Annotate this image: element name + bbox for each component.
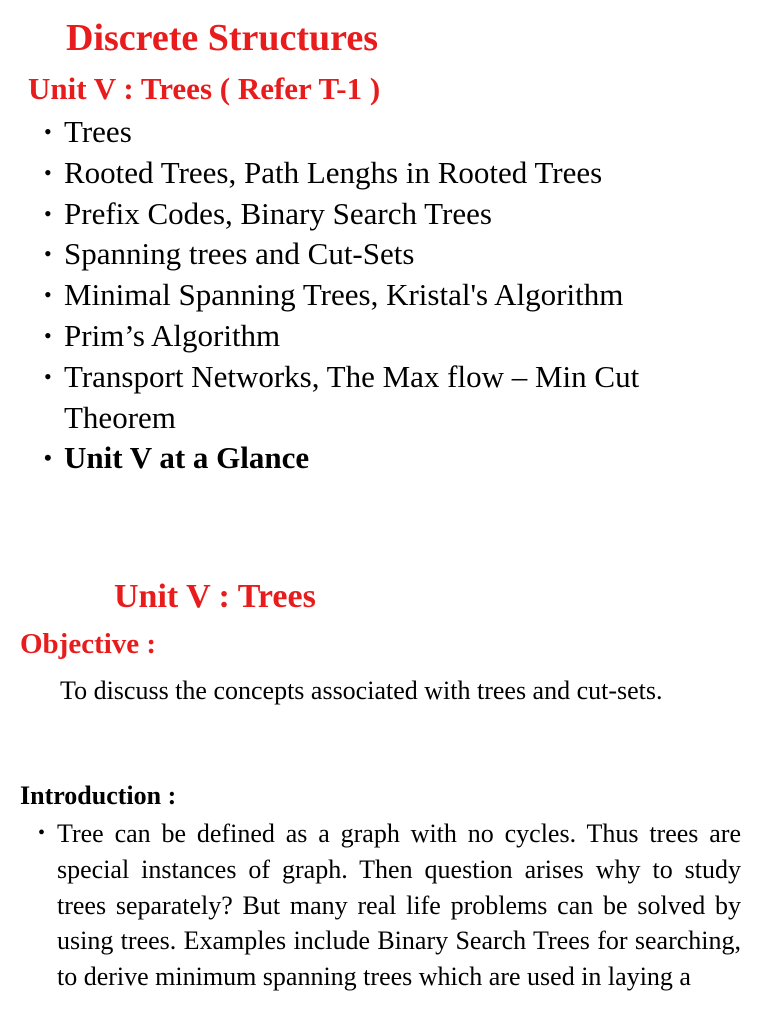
topic-item [44, 357, 754, 439]
topic-item [44, 316, 754, 357]
topic-item [44, 438, 754, 479]
topic-text: Spanning trees and Cut-Sets [64, 236, 415, 272]
objective-heading: Objective : [20, 628, 157, 660]
section-title: Unit V : Trees [114, 578, 316, 615]
topic-text: Prefix Codes, Binary Search Trees [64, 195, 492, 231]
topic-text: Minimal Spanning Trees, Kristal's Algorithm [64, 277, 624, 313]
bullet-icon: • [44, 241, 52, 267]
objective-text: To discuss the concepts associated with trees and cut-sets. [60, 676, 663, 705]
topic-text: Unit V at a Glance [64, 440, 310, 476]
bullet-icon: • [44, 282, 52, 308]
introduction-heading: Introduction : [20, 781, 177, 810]
topic-item [44, 234, 754, 275]
introduction-text: Tree can be defined as a graph with no cycles. Thus trees are special instances of graph. Then question arises why to study trees separately? But many real life problems can be solved by using trees. Examples include Binary Search Trees for searching, to derive minimum spanning trees which are used in laying a [57, 819, 741, 992]
bullet-icon: • [44, 159, 52, 185]
topic-item [44, 112, 754, 153]
topic-item [44, 275, 754, 316]
topic-text: Rooted Trees, Path Lenghs in Rooted Trees [64, 154, 603, 190]
unit-subtitle: Unit V : Trees ( Refer T-1 ) [28, 71, 381, 106]
topic-list [44, 112, 754, 479]
document-title: Discrete Structures [66, 17, 378, 59]
bullet-icon: • [38, 822, 46, 844]
bullet-icon: • [44, 445, 52, 471]
topic-text: Trees [64, 114, 132, 149]
bullet-icon: • [44, 363, 52, 389]
topic-text: Prim’s Algorithm [64, 317, 281, 353]
topic-text: Transport Networks, The Max flow – Min Cut Theorem [64, 358, 640, 435]
topic-item [44, 194, 754, 235]
bullet-icon: • [44, 322, 52, 348]
bullet-icon: • [44, 119, 52, 144]
topic-item [44, 153, 754, 194]
bullet-icon: • [44, 200, 52, 226]
